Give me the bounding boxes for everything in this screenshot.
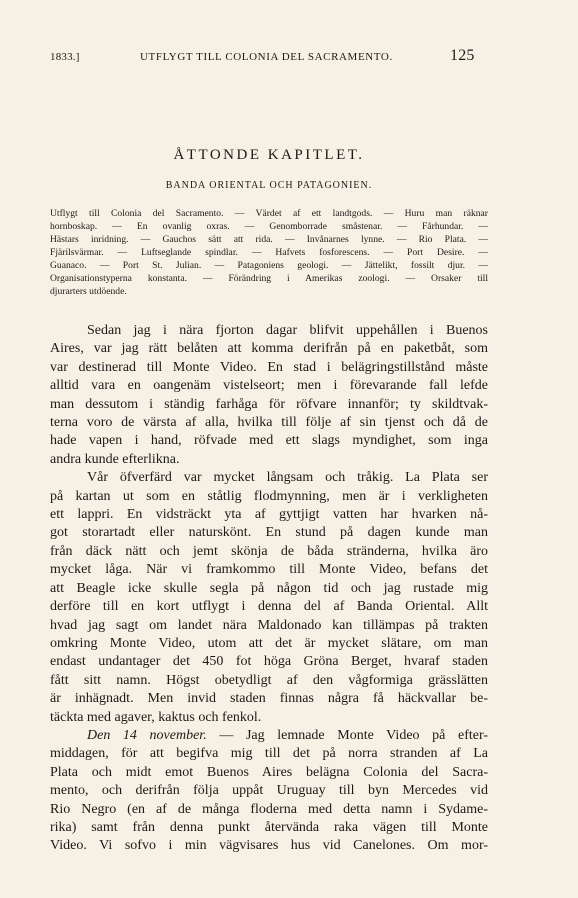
text-line: derföre till en kort utflygt i denna del af Banda Oriental. Allt bbox=[50, 599, 488, 615]
text-line: från däck nätt och jemt skönja de båda stränderna, hvilka äro bbox=[50, 543, 488, 559]
text-line: rika) samt från denna punkt återvända raka vägen till Monte bbox=[50, 819, 488, 835]
summary-line: Organisationstyperna konstanta. — Förändring i Amerikas zoologi. — Orsaker till bbox=[50, 273, 488, 284]
text-line: var destinerad till Monte Video. En stad i belägringstillstånd måste bbox=[50, 359, 488, 375]
paragraph bbox=[50, 469, 488, 727]
text-line: mycket låga. När vi framkommo till Monte Video, befans det bbox=[50, 562, 488, 578]
text-line: got storartadt eller naturskönt. En stund på dagen kunde man bbox=[50, 525, 488, 541]
text-line: ett lappri. En vidsträckt yta af gyttjigt vatten har hvarken nå- bbox=[50, 507, 488, 523]
text-line bbox=[50, 727, 488, 745]
chapter-subtitle: BANDA ORIENTAL OCH PATAGONIEN. bbox=[165, 180, 373, 191]
text-line: andra kunde efterlikna. bbox=[50, 451, 180, 467]
text-line: omkring Monte Video, utom att det är mycket slätare, om man bbox=[50, 635, 488, 651]
text-line: Vår öfverfärd var mycket långsam och tråkig. La Plata ser bbox=[87, 470, 488, 486]
summary-line: Utflygt till Colonia del Sacramento. — Värdet af ett landtgods. — Huru man räknar bbox=[50, 208, 488, 219]
text-line: middagen, för att begifva mig till det på norra stranden af La bbox=[50, 746, 488, 762]
summary-line: Fjärilsvärmar. — Luftseglande spindlar. — Hafvets fosforescens. — Port Desire. — bbox=[50, 247, 488, 258]
date-label: Den 14 november. bbox=[87, 727, 207, 743]
chapter-summary bbox=[50, 207, 488, 298]
text-line: mento, och derifrån följa uppåt Uruguay till byn Mercedes vid bbox=[50, 783, 488, 799]
text-line: Rio Negro (en af de många floderna med detta namn i Sydame- bbox=[50, 801, 488, 817]
text-line: man dessutom i ständig farhåga för röfvare innanför; ty skildtvak- bbox=[50, 396, 488, 412]
text-line: fått sitt namn. Högst obetydligt af den vågformiga grässlätten bbox=[50, 672, 488, 688]
text-line: Aires, var jag rätt belåten att komma derifrån på en paketbåt, som bbox=[50, 341, 488, 357]
text-line: att Beagle icke skulle segla på någon tid och jag rustade mig bbox=[50, 580, 488, 596]
text-line: hvad jag sagt om landet nära Maldonado kan tillämpas på trakten bbox=[50, 617, 488, 633]
page-number: 125 bbox=[450, 47, 475, 64]
running-head-year: 1833.] bbox=[50, 51, 80, 63]
summary-line: Hästars inridning. — Gauchos sätt att rida. — Invånarnes lynne. — Rio Plata. — bbox=[50, 234, 488, 245]
summary-line: djurarters utdöende. bbox=[50, 286, 127, 297]
text-line: på kartan ut som en ståtlig flodmynning, men är i verkligheten bbox=[50, 488, 488, 504]
chapter-title: ÅTTONDE KAPITLET. bbox=[173, 147, 365, 163]
text-line: Sedan jag i nära fjorton dagar blifvit uppehållen i Buenos bbox=[87, 323, 488, 338]
text-line: alltid vara en oangenäm vistelseort; men i förevarande fall lefde bbox=[50, 378, 488, 394]
running-head bbox=[50, 47, 475, 66]
text-line: endast undantager det 450 fot höga Gröna Berget, hvaraf staden bbox=[50, 654, 488, 670]
paragraph bbox=[50, 322, 488, 469]
text-line: hade vapen i hand, röfvade med ett slags myndighet, som inga bbox=[50, 433, 488, 449]
summary-line: Guanaco. — Port St. Julian. — Patagoniens geologi. — Jättelikt, fossilt djur. — bbox=[50, 260, 488, 271]
paragraph bbox=[50, 727, 488, 856]
running-head-title: UTFLYGT TILL COLONIA DEL SACRAMENTO. bbox=[140, 51, 393, 63]
text-line: Plata och midt emot Buenos Aires belägna Colonia del Sacra- bbox=[50, 764, 488, 780]
text-fragment: — Jag lemnade Monte Video på efter- bbox=[219, 727, 488, 743]
body-text bbox=[50, 322, 488, 856]
summary-line: hornboskap. — En ovanlig oxras. — Genomborrade småstenar. — Fårhundar. — bbox=[50, 221, 488, 232]
text-line: terna voro de värsta af alla, hvilka till följe af sin tjenst och då de bbox=[50, 415, 488, 431]
text-line: Video. Vi sofvo i min vägvisares hus vid Canelones. Om mor- bbox=[50, 838, 488, 854]
text-line: täckta med agaver, kaktus och fenkol. bbox=[50, 709, 262, 725]
text-line: är inhägnadt. Men invid staden finnas några få häckvallar be- bbox=[50, 691, 488, 707]
